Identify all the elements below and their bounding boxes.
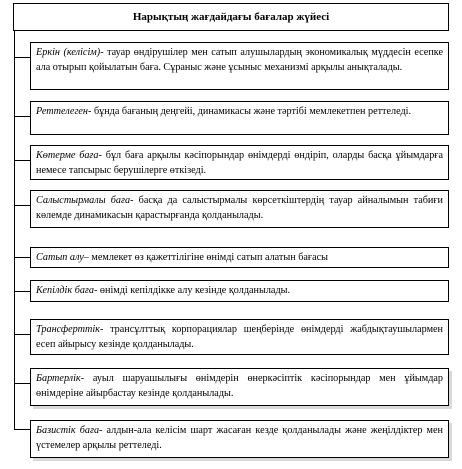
- price-type-term: Еркін (келісім): [36, 47, 101, 58]
- connector-branch: [14, 116, 30, 117]
- price-type-description: - трансұлттық корпорациялар шеңберінде өнімдерді жабдықтаушылармен есеп айырысу кезінде қолданылады.: [36, 324, 443, 350]
- price-type-description: - өнімді кепілдікке алу кезінде қолданылады.: [93, 285, 291, 296]
- price-type-term: Сатып алу: [36, 252, 84, 263]
- connector-branch: [14, 57, 30, 58]
- connector-branch: [14, 205, 30, 206]
- price-type-term: Трансферттік: [36, 324, 100, 335]
- price-type-term: Кепілдік баға: [36, 285, 94, 296]
- price-type-box: [30, 368, 449, 406]
- connector-branch: [14, 429, 30, 430]
- price-type-description: - басқа да салыстырмалы көрсеткіштердің тауар айналымын табиғи көлемде динамикасын қарастырғанда қолданылады.: [36, 195, 443, 221]
- price-type-box: [30, 420, 449, 458]
- connector-branch: [14, 257, 30, 258]
- price-type-description: - тауар өндірушілер мен сатып алушылардың экономикалық мүддесін есепке ала отырып қойылатын баға. Сұраныс және ұсыныс механизмі арқылы анықталады.: [36, 47, 443, 73]
- price-type-box: [30, 247, 449, 268]
- price-type-box: [30, 145, 449, 180]
- price-type-box: [30, 101, 449, 135]
- price-type-box: [30, 319, 449, 355]
- connector-trunk: [14, 31, 15, 429]
- price-type-term: Базистік баға: [36, 425, 100, 436]
- price-type-description: - алдын-ала келісім шарт жасаған кезде қолданылады және жеңілдіктер мен үстемелер арқылы реттеледі.: [36, 425, 443, 451]
- price-type-term: Бартерлік: [36, 373, 81, 384]
- connector-branch: [14, 383, 30, 384]
- price-type-box: [30, 190, 449, 228]
- connector-branch: [14, 334, 30, 335]
- price-type-term: Көтерме баға: [36, 150, 99, 161]
- price-type-box: [30, 280, 449, 302]
- price-type-term: Реттелеген: [36, 106, 88, 117]
- connector-branch: [14, 160, 30, 161]
- price-type-box: [30, 42, 449, 90]
- connector-branch: [14, 291, 30, 292]
- diagram-title: Нарықтың жағдайдағы бағалар жүйесі: [13, 3, 449, 31]
- price-type-description: - бұл баға арқылы кәсіпорындар өнімдерді өндіріп, оларды басқа ұйымдарға немесе тапсырыс берушілерге өткізеді.: [36, 150, 444, 176]
- price-type-description: - ауыл шаруашылығы өнімдерін өнеркәсіптік кәсіпорындар мен ұйымдар өнімдеріне айырбастау кезінде қолданылады.: [36, 373, 443, 399]
- price-type-description: – мемлекет өз қажеттілігіне өнімді сатып алатын бағасы: [83, 252, 329, 263]
- price-type-description: - бұнда бағаның деңгейі, динамикасы және тәртібі мемлекетпен реттеледі.: [88, 106, 412, 117]
- price-type-term: Салыстырмалы баға: [36, 195, 131, 206]
